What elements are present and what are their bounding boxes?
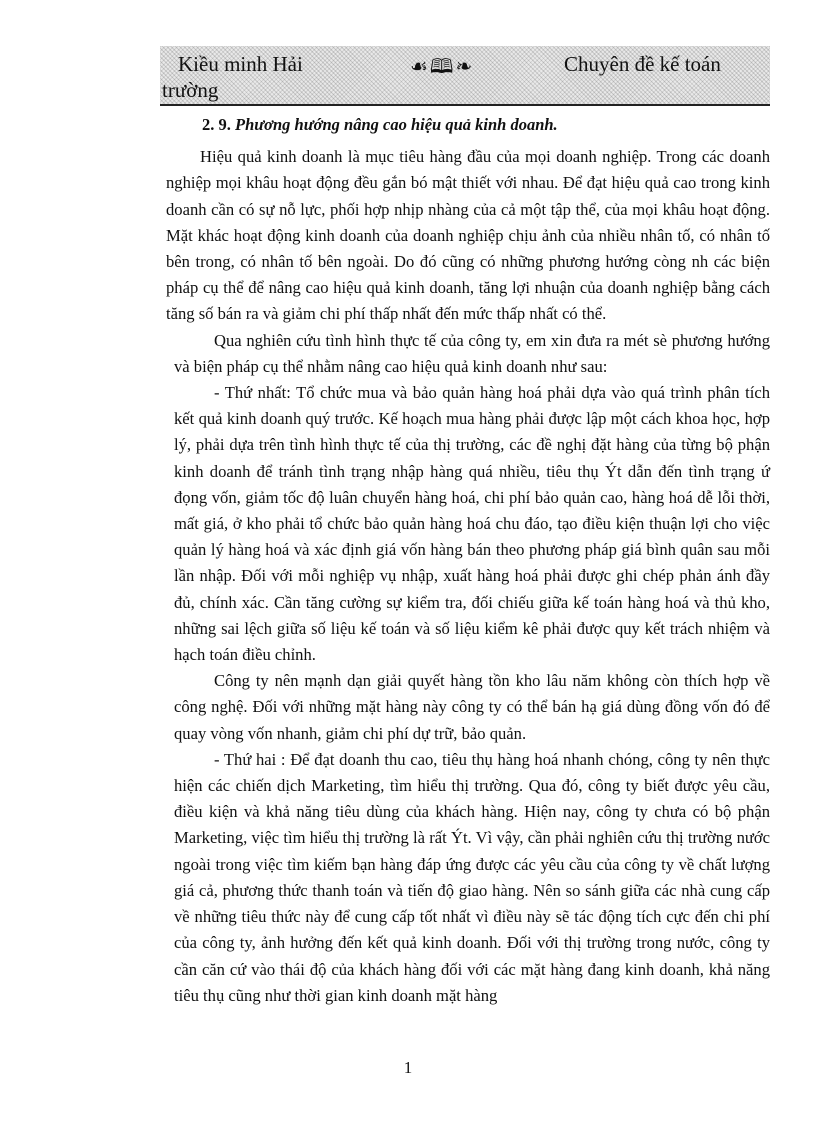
paragraph-inventory: Công ty nên mạnh dạn giải quyết hàng tồn kho lâu năm không còn thích hợp về công nghệ. Đối với những mặt hàng này công ty có thể bán hạ giá dùng đồng vốn đó để quay vòng vốn nhanh, giảm chi phí dự trữ, bảo quản. xyxy=(174,671,770,743)
section-heading xyxy=(202,112,770,138)
paragraph-second-measure: - Thứ hai : Để đạt doanh thu cao, tiêu thụ hàng hoá nhanh chóng, công ty nên thực hiện các chiến dịch Marketing, tìm hiểu thị trường. Qua đó, công ty biết được yêu cầu, điều kiện và khả năng tiêu dùng của khách hàng. Hiện nay, công ty chưa có bộ phận Marketing, việc tìm hiểu thị trường là rất Ýt. Vì vậy, cần phải nghiên cứu thị trường nước ngoài trong việc tìm kiếm bạn hàng đáp ứng được các yêu cầu của công ty về chất lượng giá cả, phương thức thanh toán và tiến độ giao hàng. Nên so sánh giữa các nhà cung cấp về những tiêu thức này để cung cấp tốt nhất vì điều này sẽ tác động tích cực đến chi phí của công ty, ảnh hưởng đến kết quả kinh doanh. Đối với thị trường trong nước, công ty cần căn cứ vào thái độ của khách hàng đối với các mặt hàng đang kinh doanh, khả năng tiêu thụ cũng như thời gian kinh doanh mặt hàng xyxy=(174,749,770,1005)
page-body xyxy=(166,112,770,1009)
paragraph-intro: Hiệu quả kinh doanh là mục tiêu hàng đầu của mọi doanh nghiệp. Trong các doanh nghiệp mọi khâu hoạt động đều gắn bó mật thiết với nhau. Để đạt hiệu quả cao trong kinh doanh cần có sự nỗ lực, phối hợp nhịp nhàng của cả một tập thể, của mọi khâu hoạt động. Mặt khác hoạt động kinh doanh của doanh nghiệp chịu ảnh của nhiều nhân tố, có nhân tố bên trong, có nhân tố bên ngoài. Do đó cũng có những phương hướng còng nh các biện pháp cụ thể để nâng cao hiệu quả kinh doanh, tăng lợi nhuận của doanh nghiệp bằng cách tăng số bán ra và giảm chi phí thấp nhất đến mức thấp nhất có thể. xyxy=(166,147,770,324)
header-topic: Chuyên đề kế toán xyxy=(564,52,721,76)
book-ornament-icon: ☙🕮❧ xyxy=(410,56,475,78)
section-title: Phương hướng nâng cao hiệu quả kinh doanh. xyxy=(235,115,558,134)
page-number: 1 xyxy=(403,1058,413,1077)
page-header xyxy=(160,46,770,106)
paragraph-research: Qua nghiên cứu tình hình thực tế của công ty, em xin đưa ra mét sè phương hướng và biện pháp cụ thể nhằm nâng cao hiệu quả kinh doanh như sau: xyxy=(174,330,770,376)
header-author: Kiều minh Hải xyxy=(178,52,303,76)
section-number: 2. 9. xyxy=(202,115,231,134)
header-author-continued: trường xyxy=(162,78,219,102)
paragraph-first-measure: - Thứ nhất: Tổ chức mua và bảo quản hàng hoá phải dựa vào quá trình phân tích kết quả kinh doanh quý trước. Kế hoạch mua hàng phải được lập một cách khoa học, hợp lý, phải dựa trên tình hình thực tế của thị trường, các đề nghị đặt hàng của từng bộ phận kinh doanh để tránh tình trạng nhập hàng quá nhiều, tiêu thụ Ýt dẫn đến tình trạng ứ đọng vốn, giảm tốc độ luân chuyển hàng hoá, chi phí bảo quản cao, hàng hoá dễ lỗi thời, mất giá, ở kho phải tổ chức bảo quản hàng hoá chu đáo, tạo điều kiện thuận lợi cho việc quản lý hàng hoá và xác định giá vốn hàng bán theo phương pháp giá bình quân sau mỗi lần nhập. Đối với mỗi nghiệp vụ nhập, xuất hàng hoá phải được ghi chép phản ánh đầy đủ, chính xác. Cần tăng cường sự kiểm tra, đối chiếu giữa kế toán hàng hoá và thủ kho, những sai lệch giữa số liệu kế toán và số liệu kiểm kê phải được quy kết trách nhiệm và hạch toán điều chỉnh. xyxy=(174,383,770,665)
